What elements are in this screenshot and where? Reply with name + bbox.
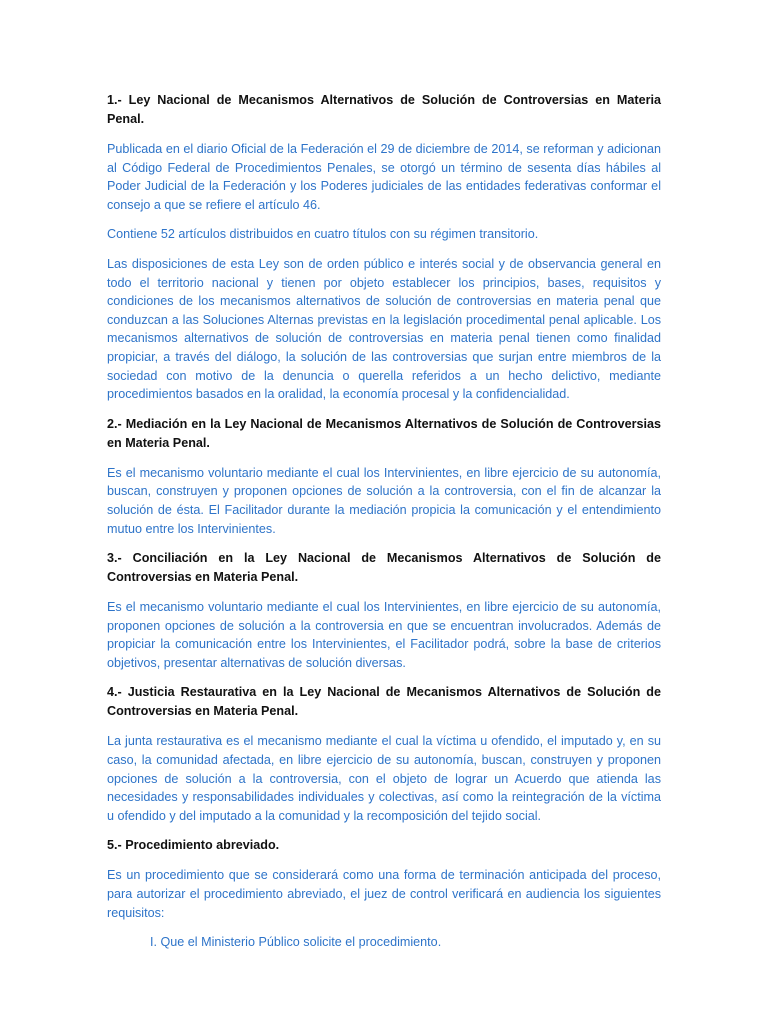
section-3-heading: 3.- Conciliación en la Ley Nacional de Mecanismos Alternativos de Solución de Controversias en Materia Penal. [107,551,661,585]
section-1-paragraph-2: Contiene 52 artículos distribuidos en cuatro títulos con su régimen transitorio. [107,227,539,242]
requirements-list-item: I. Que el Ministerio Público solicite el procedimiento. [150,935,442,950]
section-2-heading: 2.- Mediación en la Ley Nacional de Mecanismos Alternativos de Solución de Controversias en Materia Penal. [107,416,661,450]
section-4-heading: 4.- Justicia Restaurativa en la Ley Nacional de Mecanismos Alternativos de Solución de Controversias en Materia Penal. [107,685,661,719]
section-2-paragraph-1: Es el mecanismo voluntario mediante el cual los Intervinientes, en libre ejercicio de su autonomía, buscan, construyen y proponen opciones de solución a la controversia, con el fin de alcanzar la solución de ésta. El Facilitador durante la mediación propicia la comunicación y el entendimiento mutuo entre los Intervinientes. [107,465,661,536]
section-5-paragraph-1: Es un procedimiento que se considerará como una forma de terminación anticipada del proceso, para autorizar el procedimiento abreviado, el juez de control verificará en audiencia los siguientes requisitos: [107,868,661,920]
section-1-paragraph-3: Las disposiciones de esta Ley son de orden público e interés social y de observancia general en todo el territorio nacional y tienen por objeto establecer los principios, bases, requisitos y condiciones de los mecanismos alternativos de solución de controversias en materia penal que conduzcan a las Soluciones Alternas previstas en la legislación procedimental penal aplicable. Los mecanismos alternativos de solución de controversias en materia penal tienen como finalidad propiciar, a través del diálogo, la solución de las controversias que surjan entre miembros de la sociedad con motivo de la denuncia o querella referidos a un hecho delictivo, mediante procedimientos basados en la oralidad, la economía procesal y la confidencialidad. [107,256,661,402]
section-5-heading: 5.- Procedimiento abreviado. [107,838,280,853]
section-4-paragraph-1: La junta restaurativa es el mecanismo mediante el cual la víctima u ofendido, el imputado y, en su caso, la comunidad afectada, en libre ejercicio de su autonomía, buscan, construyen y proponen opciones de solución a la controversia, con el objeto de lograr un Acuerdo que atienda las necesidades y responsabilidades individuales y colectivas, así como la reintegración de la víctima u ofendido y del imputado a la comunidad y la recomposición del tejido social. [107,734,661,823]
section-3-paragraph-1: Es el mecanismo voluntario mediante el cual los Intervinientes, en libre ejercicio de su autonomía, proponen opciones de solución a la controversia en que se encuentran involucrados. Además de propiciar la comunicación entre los Intervinientes, el Facilitador podrá, sobre la base de criterios objetivos, presentar alternativas de solución diversas. [107,600,661,670]
section-1-paragraph-1: Publicada en el diario Oficial de la Federación el 29 de diciembre de 2014, se reforman y adicionan al Código Federal de Procedimientos Penales, se otorgó un término de sesenta días hábiles al Poder Judicial de la Federación y los Poderes judiciales de las entidades federativas conformar el consejo a que se refiere el artículo 46. [107,142,661,212]
document-page [107,91,661,952]
section-1-heading: 1.- Ley Nacional de Mecanismos Alternativos de Solución de Controversias en Materia Penal. [107,93,661,126]
